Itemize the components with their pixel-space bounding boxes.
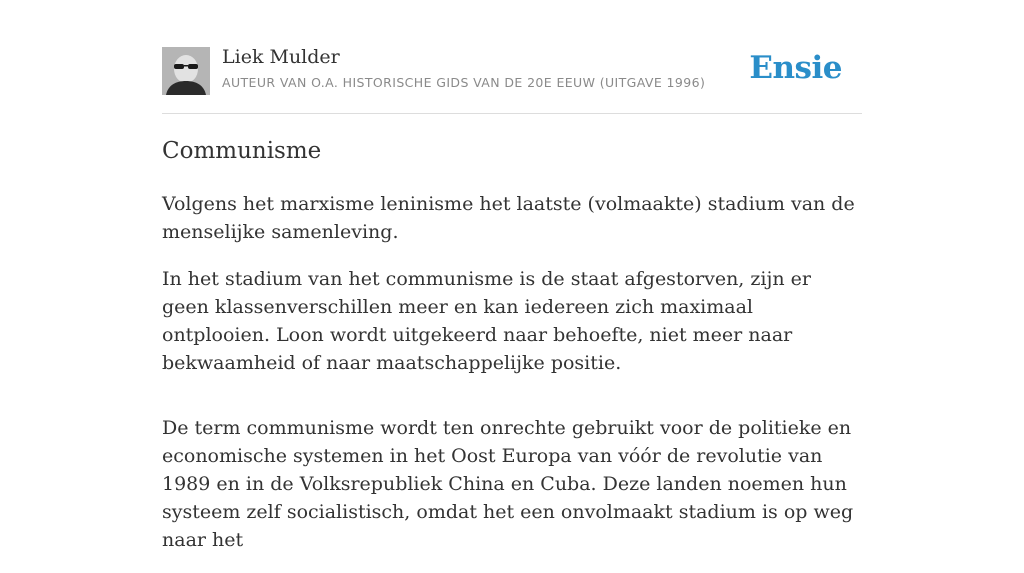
article-paragraph: In het stadium van het communisme is de staat afgestorven, zijn er geen klassenverschillen meer en kan iedereen zich maximaal ontplooien. Loon wordt uitgekeerd naar behoefte, niet meer naar bekwaamheid of naar maatschappelijke positie. bbox=[162, 268, 811, 374]
author-description: AUTEUR VAN O.A. HISTORISCHE GIDS VAN DE 20E EEUW (UITGAVE 1996) bbox=[222, 75, 706, 90]
author-name[interactable]: Liek Mulder bbox=[222, 46, 340, 68]
article-body bbox=[162, 190, 862, 573]
article-paragraph: De term communisme wordt ten onrechte gebruikt voor de politieke en economische systemen in het Oost Europa van vóór de revolutie van 1989 en in de Volksrepubliek China en Cuba. Deze landen noemen hun systeem zelf socialistisch, omdat het een onvolmaakt stadium is op weg naar het bbox=[162, 417, 854, 551]
article-paragraph: Volgens het marxisme leninisme het laatste (volmaakte) stadium van de menselijke samenleving. bbox=[162, 193, 855, 243]
author-header bbox=[162, 0, 862, 114]
ensie-logo[interactable]: Ensie bbox=[749, 50, 842, 86]
article-title: Communisme bbox=[162, 138, 322, 164]
person-portrait-icon bbox=[162, 47, 210, 95]
page-container bbox=[162, 0, 862, 551]
author-avatar[interactable] bbox=[162, 47, 210, 95]
